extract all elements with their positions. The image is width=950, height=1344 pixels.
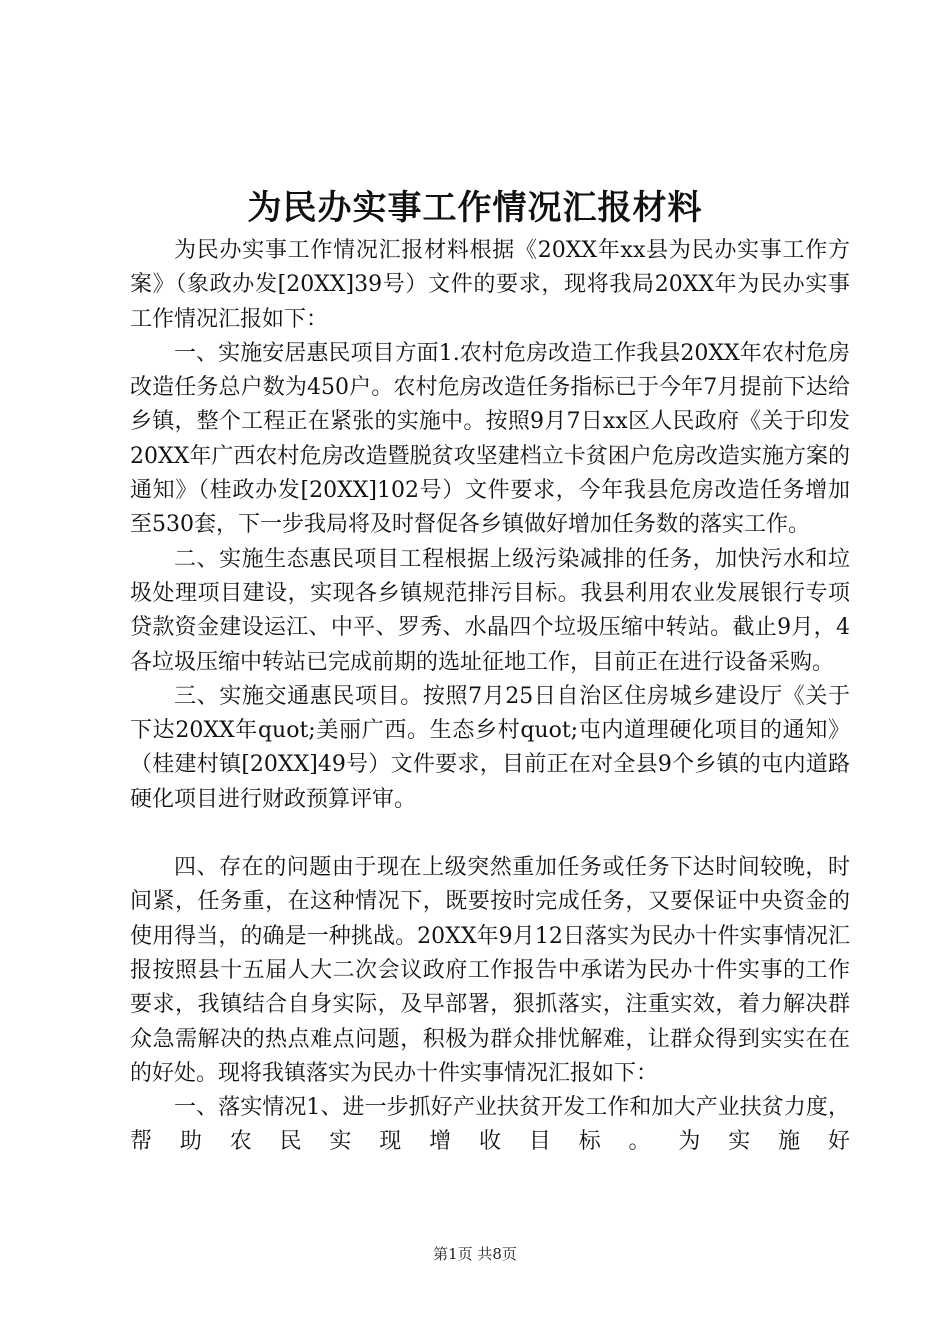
document-title: 为民办实事工作情况汇报材料: [247, 188, 703, 228]
paragraph-section-1: 一、实施安居惠民项目方面1.农村危房改造工作我县20XX年农村危房改造任务总户数为450户。农村危房改造任务指标已于今年7月提前下达给乡镇，整个工程正在紧张的实施中。按照9月7日xx区人民政府《关于印发20XX年广西农村危房改造暨脱贫攻坚建档立卡贫困户危房改造实施方案的通知》（桂政办发[20XX]102号）文件要求，今年我县危房改造任务增加至530套，下一步我局将及时督促各乡镇做好增加任务数的落实工作。: [130, 340, 850, 538]
paragraph-implementation: 一、落实情况1、进一步抓好产业扶贫开发工作和加大产业扶贫力度，帮助农民实现增收目标。为实施好: [130, 1095, 850, 1155]
paragraph-section-2: 二、实施生态惠民项目工程根据上级污染减排的任务，加快污水和垃圾处理项目建设，实现各乡镇规范排污目标。我县利用农业发展银行专项贷款资金建设运江、中平、罗秀、水晶四个垃圾压缩中转站。截止9月，4各垃圾压缩中转站已完成前期的选址征地工作，目前正在进行设备采购。: [130, 546, 850, 675]
document-body: [130, 234, 850, 1160]
page-indicator: 第1页 共8页: [433, 1245, 517, 1263]
paragraph-section-4: 四、存在的问题由于现在上级突然重加任务或任务下达时间较晚，时间紧，任务重，在这种情况下，既要按时完成任务，又要保证中央资金的使用得当，的确是一种挑战。20XX年9月12日落实为民办十件实事情况汇报按照县十五届人大二次会议政府工作报告中承诺为民办十件实事的工作要求，我镇结合自身实际，及早部署，狠抓落实，注重实效，着力解决群众急需解决的热点难点问题，积极为群众排忧解难，让群众得到实实在在的好处。现将我镇落实为民办十件实事情况汇报如下：: [130, 855, 850, 1086]
paragraph-intro: 为民办实事工作情况汇报材料根据《20XX年xx县为民办实事工作方案》（象政办发[20XX]39号）文件的要求，现将我局20XX年为民办实事工作情况汇报如下：: [130, 238, 850, 332]
paragraph-section-3: 三、实施交通惠民项目。按照7月25日自治区住房城乡建设厅《关于下达20XX年quot;美丽广西。生态乡村quot;屯内道理硬化项目的通知》（桂建村镇[20XX]49号）文件要求，目前正在对全县9个乡镇的屯内道路硬化项目进行财政预算评审。: [130, 683, 850, 812]
